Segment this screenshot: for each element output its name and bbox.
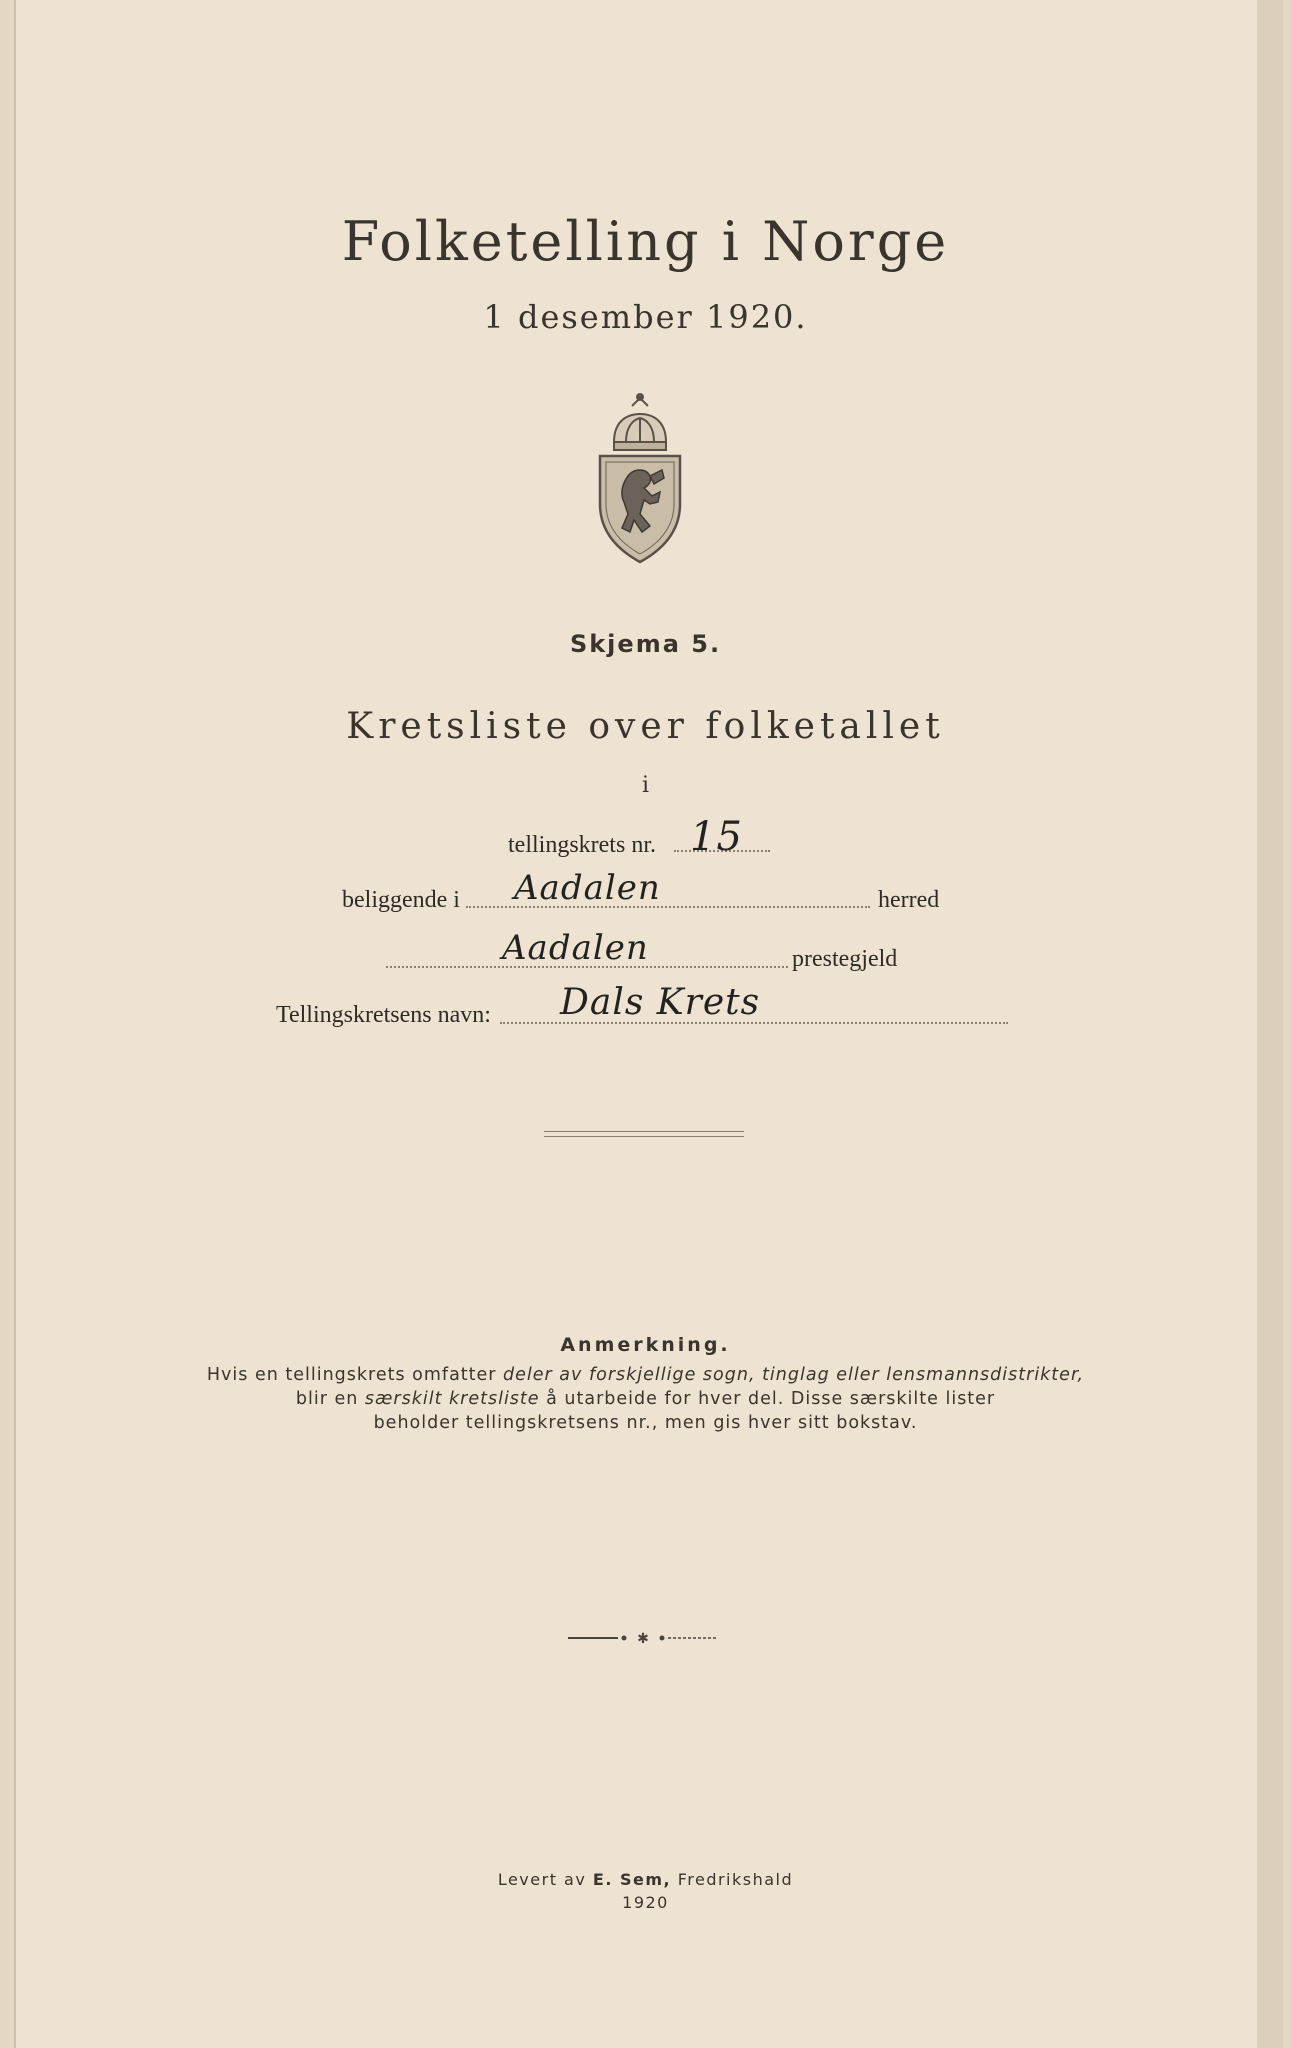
prestegjeld-label: prestegjeld xyxy=(792,946,898,972)
printer-place: Fredrikshald xyxy=(671,1870,794,1889)
note-line-1 xyxy=(0,1365,1291,1385)
navn-label: Tellingskretsens navn: xyxy=(276,1002,491,1028)
printer-year: 1920 xyxy=(622,1893,669,1912)
census-date: 1 desember 1920. xyxy=(483,298,808,336)
note-line-2-text-a: blir en xyxy=(295,1389,365,1409)
printer-name: E. Sem, xyxy=(592,1870,672,1889)
note-line-1-text: Hvis en tellingskrets omfatter xyxy=(206,1365,504,1385)
section-divider xyxy=(544,1131,744,1137)
herred-label: herred xyxy=(878,887,940,913)
note-line-3: beholder tellingskretsens nr., men gis hver sitt bokstav. xyxy=(373,1413,918,1433)
printer-line xyxy=(0,1870,1291,1889)
printer-prefix: Levert av xyxy=(497,1870,593,1889)
prestegjeld-value: Aadalen xyxy=(502,928,649,968)
note-line-2-text-b: å utarbeide for hver del. Disse særskilte lister xyxy=(539,1389,996,1409)
krets-label: tellingskrets nr. xyxy=(508,832,656,858)
note-line-2 xyxy=(0,1389,1291,1409)
document-title: Folketelling i Norge xyxy=(341,210,950,273)
note-line-2-emphasis: særskilt kretsliste xyxy=(364,1389,540,1409)
svg-text:✱: ✱ xyxy=(637,1631,649,1646)
connector-word: i xyxy=(641,773,650,798)
ornament-divider-icon xyxy=(568,1630,718,1646)
beliggende-label: beliggende i xyxy=(342,887,460,913)
beliggende-value: Aadalen xyxy=(514,868,661,908)
form-number: Skjema 5. xyxy=(569,630,722,658)
krets-value: 15 xyxy=(690,814,743,860)
note-line-1-emphasis: deler av forskjellige sogn, tinglag eller lensmannsdistrikter, xyxy=(503,1365,1085,1385)
form-subtitle: Kretsliste over folketallet xyxy=(346,706,945,747)
navn-value: Dals Krets xyxy=(560,982,761,1023)
note-heading: Anmerkning. xyxy=(560,1334,731,1356)
coat-of-arms-icon xyxy=(580,392,700,567)
